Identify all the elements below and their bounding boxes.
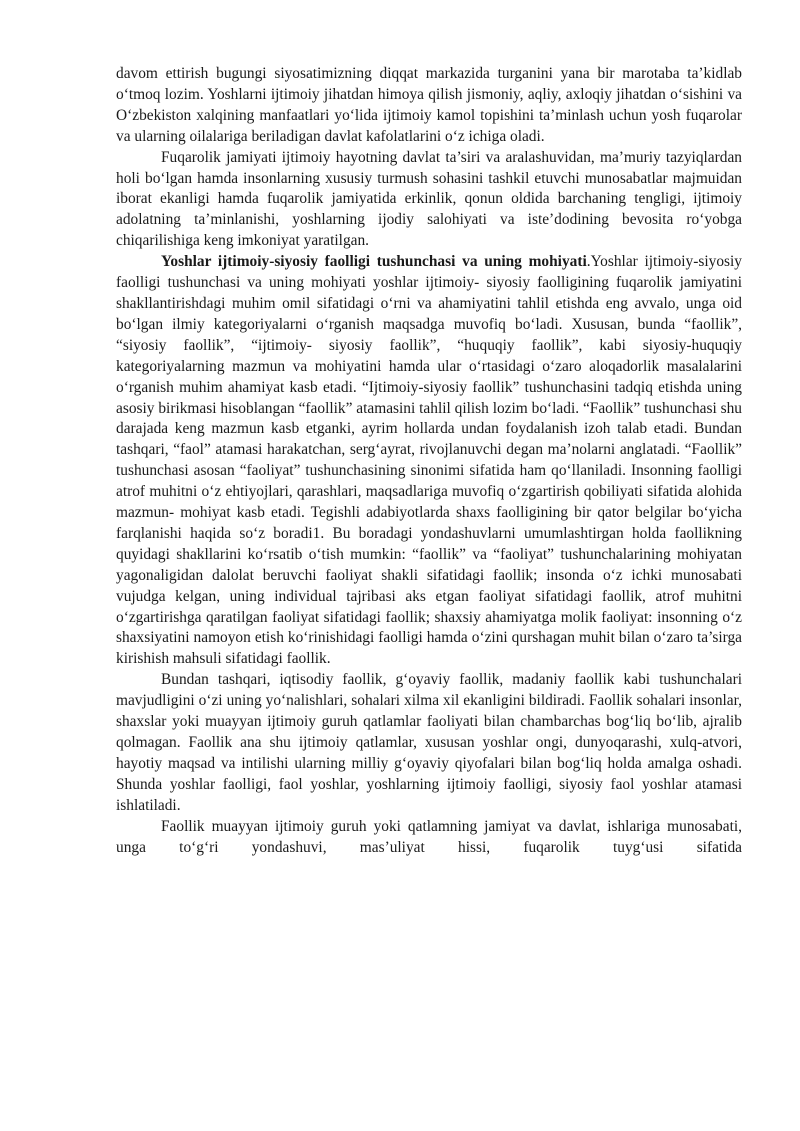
section-heading: Yoshlar ijtimoiy-siyosiy faolligi tushunchasi va uning mohiyati [161, 253, 587, 271]
paragraph-continuation: davom ettirish bugungi siyosatimizning diqqat markazida turganini yana bir marotaba ta’kidlab o‘tmoq lozim. Yoshlarni ijtimoiy jihatdan himoya qilish jismoniy, aqliy, axloqiy jihatdan o‘sishini va O‘zbekiston xalqining manfaatlari yo‘lida ijtimoiy kamol topishini ta’minlash uchun yosh fuqarolar va ularning oilalariga beriladigan davlat kafolatlarini o‘z ichiga oladi. [116, 65, 742, 145]
paragraph-activity-concept-body: .Yoshlar ijtimoiy-siyosiy faolligi tushunchasi va uning mohiyati yoshlar ijtimoiy- siyosiy faolligining fuqarolik jamiyatini shakllantirishdagi muhim omil sifatidagi o‘rni va ahamiyatini tahlil etishda eng avvalo, unga oid bo‘lgan ilmiy kategoriyalarni o‘rganish maqsadga muvofiq bo‘ladi. Xususan, bunda “faollik”, “siyosiy faollik”, “ijtimoiy- siyosiy faollik”, “huquqiy faollik”, kabi siyosiy-huquqiy kategoriyalarning mazmun va mohiyatini hamda ular o‘rtasidagi o‘zaro aloqadorlik masalalarini o‘rganish muhim ahamiyat kasb etadi. “Ijtimoiy-siyosiy faollik” tushunchasini tadqiq etishda uning asosiy birikmasi hisoblangan “faollik” atamasini tahlil qilish lozim bo‘ladi. “Faollik” tushunchasi shu darajada keng mazmun kasb etganki, ayrim hollarda undan foydalanish izoh talab etadi. Bundan tashqari, “faol” atamasi harakatchan, serg‘ayrat, rivojlanuvchi degan ma’nolarni anglatadi. “Faollik” tushunchasi asosan “faoliyat” tushunchasining sinonimi sifatida ham qo‘llaniladi. Insonning faolligi atrof muhitni o‘z ehtiyojlari, qarashlari, maqsadlariga muvofiq o‘zgartirish qobiliyati sifatida alohida mazmun- mohiyat kasb etadi. Tegishli adabiyotlarda shaxs faolligining bir qator belgilar bo‘yicha farqlanishi haqida so‘z boradi1. Bu boradagi yondashuvlarni umumlashtirgan holda faollikning quyidagi shakllarini ko‘rsatib o‘tish mumkin: “faollik” va “faoliyat” tushunchalarining mohiyatan yagonaligidan dalolat beruvchi faoliyat shakli sifatidagi faollik; insonda o‘z ichki munosabati vujudga kelgan, uning individual tajribasi aks etgan faoliyat sifatidagi faollik, atrof muhitni o‘zgartirishga qaratilgan faoliyat sifatidagi faollik; shaxsiy ahamiyatga molik faoliyat: insonning o‘z shaxsiyatini namoyon etish ko‘rinishidagi faolligi hamda o‘zini qurshagan muhit bilan o‘zaro ta’sirga kirishish mahsuli sifatidagi faollik. [116, 253, 742, 668]
paragraph-activity-types: Bundan tashqari, iqtisodiy faollik, g‘oyaviy faollik, madaniy faollik kabi tushunchalari mavjudligini o‘zi uning yo‘nalishlari, sohalari xilma xil ekanligini bildiradi. Faollik sohalari insonlar, shaxslar yoki muayyan ijtimoiy guruh qatlamlar faoliyati bilan chambarchas bog‘liq bo‘lib, ajralib qolmagan. Faollik ana shu ijtimoiy qatlamlar, xususan yoshlar ongi, dunyoqarashi, xulq-atvori, hayotiy maqsad va intilishi ularning milliy g‘oyaviy qiyofalari bilan bog‘liq holda amalga oshadi. Shunda yoshlar faolligi, faol yoshlar, yoshlarning ijtimoiy faolligi, siyosiy faol yoshlar atamasi ishlatiladi. [116, 671, 742, 814]
paragraph-civil-society: Fuqarolik jamiyati ijtimoiy hayotning davlat ta’siri va aralashuvidan, ma’muriy tazyiqlardan holi bo‘lgan hamda insonlarning xususiy turmush sohasini tashkil etuvchi munosabatlar majmuidan iborat ekanligi hamda fuqarolik jamiyatida erkinlik, qonun oldida barchaning tengligi, ijtimoiy adolatning ta’minlanishi, yoshlarning ijodiy salohiyati va iste’dodining bevosita ro‘yobga chiqarilishiga keng imkoniyat yaratilgan. [116, 148, 742, 250]
document-page [116, 64, 742, 858]
paragraph-activity-concept [116, 252, 742, 670]
paragraph-activity-attitude: Faollik muayyan ijtimoiy guruh yoki qatlamning jamiyat va davlat, ishlariga munosabati, unga to‘g‘ri yondashuvi, mas’uliyat hissi, fuqarolik tuyg‘usi sifatida [116, 817, 742, 856]
